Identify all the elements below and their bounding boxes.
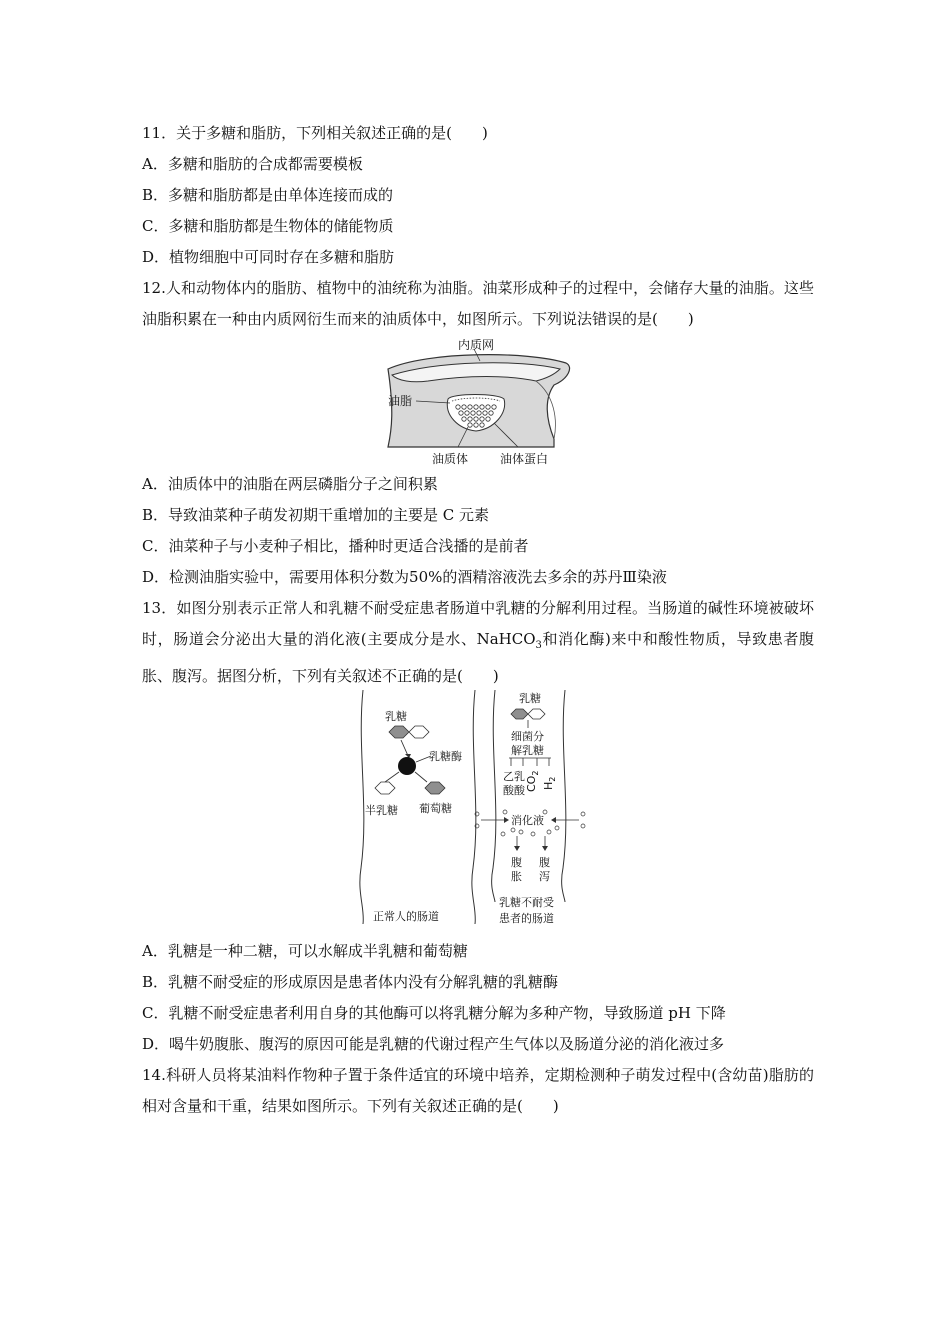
fig13-patient-caption-1: 乳糖不耐受 xyxy=(499,896,554,909)
fig13-lactose-right: 乳糖 xyxy=(519,692,541,705)
q12-option-d: D．检测油脂实验中，需要用体积分数为50%的酒精溶液洗去多余的苏丹Ⅲ染液 xyxy=(142,568,667,586)
lactose-figure xyxy=(353,688,603,932)
fig12-label-protein: 油体蛋白 xyxy=(500,452,549,466)
fig13-diarrhea-2: 泻 xyxy=(539,870,550,883)
fig13-h2 xyxy=(542,777,557,790)
fig13-h2-text: H xyxy=(542,781,555,790)
q12-option-a: A．油质体中的油脂在两层磷脂分子之间积累 xyxy=(142,475,438,493)
fig13-bloat-2: 胀 xyxy=(511,870,522,883)
q11-option-b: B．多糖和脂肪都是由单体连接而成的 xyxy=(142,186,394,204)
fig13-lactase: 乳糖酶 xyxy=(429,750,462,763)
fig13-co2-text: CO xyxy=(525,775,538,792)
exam-page xyxy=(142,118,814,1122)
q13-stem-pre: 13．如图分别表示正常人和乳糖不耐受症患者肠道中乳糖的分解利用过程。当肠道的碱性环境被破坏时，肠道会分泌出大量的消化液(主要成分是水、NaHCO xyxy=(142,599,814,648)
q13-option-b: B．乳糖不耐受症的形成原因是患者体内没有分解乳糖的乳糖酶 xyxy=(142,973,559,991)
fig12-label-er: 内质网 xyxy=(458,339,495,352)
q13-stem-post: 和消化酶)来中和酸性物质，导致患者腹胀、腹泻。据图分析，下列有关叙述不正确的是( ) xyxy=(142,630,815,685)
fig13-h2-sub: 2 xyxy=(548,776,557,782)
q12-option-b: B．导致油菜种子萌发初期干重增加的主要是 C 元素 xyxy=(142,506,490,524)
fig13-diarrhea-1: 腹 xyxy=(539,856,550,869)
fig13-digestive: 消化液 xyxy=(511,814,544,827)
fig13-patient-caption-2: 患者的肠道 xyxy=(499,912,554,925)
q12-stem: 12.人和动物体内的脂肪、植物中的油统称为油脂。油菜形成种子的过程中，会储存大量的油脂。这些油脂积累在一种由内质网衍生而来的油质体中，如图所示。下列说法错误的是( ) xyxy=(142,279,814,328)
fig13-co2 xyxy=(525,771,540,792)
q13-stem-sub: 3 xyxy=(535,640,542,651)
fig13-bacteria-1: 细菌分 xyxy=(511,730,544,743)
fig12-label-oil-body: 油质体 xyxy=(432,452,469,466)
q13-option-c: C．乳糖不耐受症患者利用自身的其他酶可以将乳糖分解为多种产物，导致肠道 pH 下降 xyxy=(142,1004,726,1022)
fig13-lactic-2: 酸酸 xyxy=(503,784,525,797)
q13-option-a: A．乳糖是一种二糖，可以水解成半乳糖和葡萄糖 xyxy=(142,942,468,960)
fig13-co2-sub: 2 xyxy=(531,770,540,776)
oil-body-figure xyxy=(368,339,588,467)
fig13-glucose: 葡萄糖 xyxy=(419,802,452,815)
q12-option-c: C．油菜种子与小麦种子相比，播种时更适合浅播的是前者 xyxy=(142,537,529,555)
q13-stem xyxy=(142,593,814,686)
fig12-label-oil: 油脂 xyxy=(388,394,413,408)
q14-stem: 14.科研人员将某油料作物种子置于条件适宜的环境中培养，定期检测种子萌发过程中(含幼苗)脂肪的相对含量和干重，结果如图所示。下列有关叙述正确的是( ) xyxy=(142,1066,814,1115)
fig13-lactic-1: 乙乳 xyxy=(503,770,525,783)
fig13-normal-caption: 正常人的肠道 xyxy=(373,910,439,923)
fig13-bloat-1: 腹 xyxy=(511,856,522,869)
fig13-galactose: 半乳糖 xyxy=(365,804,398,817)
q11-option-a: A．多糖和脂肪的合成都需要模板 xyxy=(142,155,363,173)
q11-option-c: C．多糖和脂肪都是生物体的储能物质 xyxy=(142,217,394,235)
fig13-lactose-left: 乳糖 xyxy=(385,710,407,723)
q11-stem: 11．关于多糖和脂肪，下列相关叙述正确的是( ) xyxy=(142,124,488,142)
q11-option-d: D．植物细胞中可同时存在多糖和脂肪 xyxy=(142,248,395,266)
fig13-bacteria-2: 解乳糖 xyxy=(511,744,544,757)
q13-option-d: D．喝牛奶腹胀、腹泻的原因可能是乳糖的代谢过程产生气体以及肠道分泌的消化液过多 xyxy=(142,1035,725,1053)
